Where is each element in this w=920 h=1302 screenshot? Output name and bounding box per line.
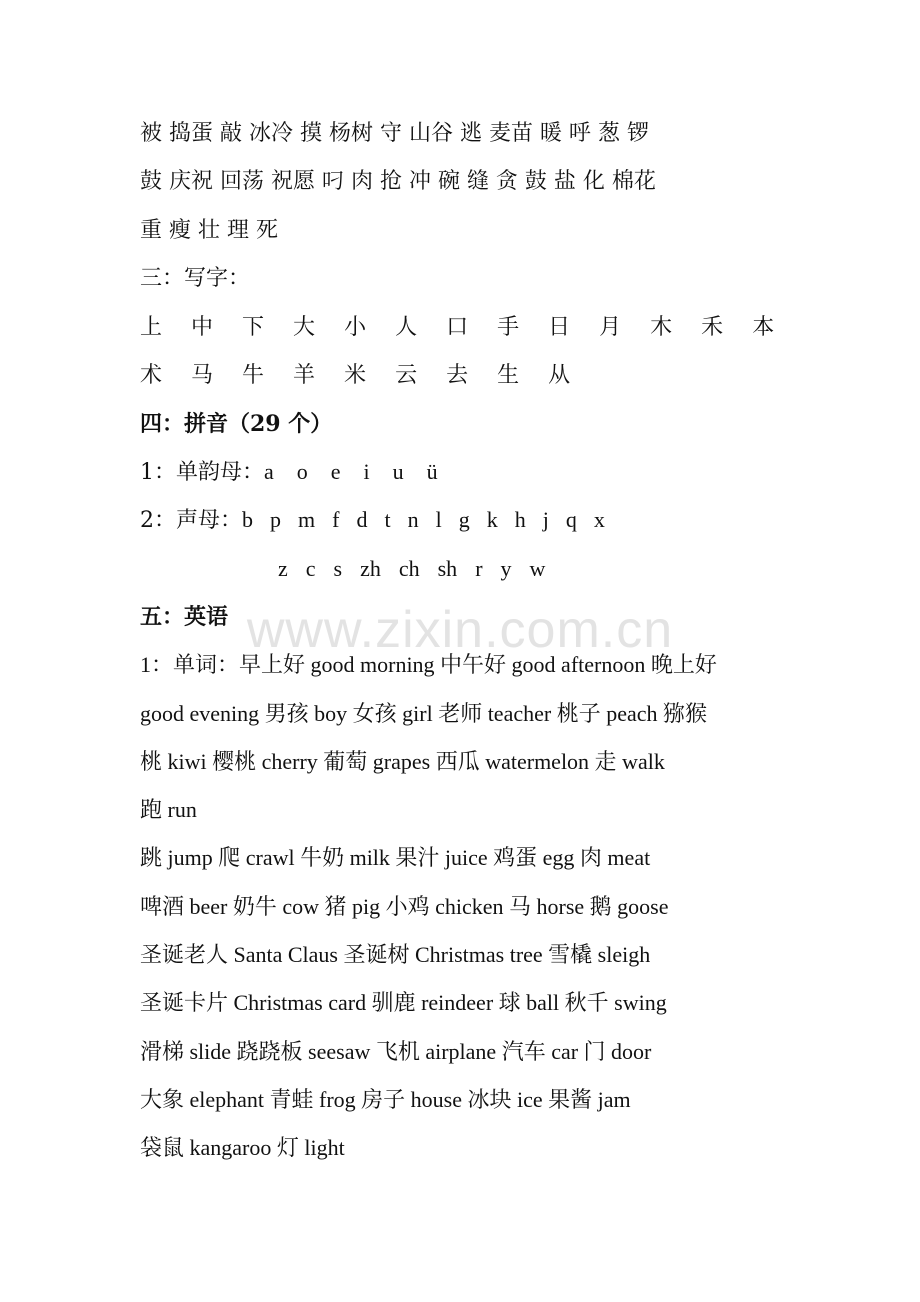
writing-chars-row-2 xyxy=(140,351,840,399)
section-5-heading: 五：英语 xyxy=(140,603,229,630)
initial: y xyxy=(500,555,512,581)
writing-char: 本 xyxy=(752,314,775,340)
section-4-heading: 四：拼音（29 个） xyxy=(140,410,333,437)
initial: g xyxy=(458,507,470,533)
section-3-heading: 三：写字： xyxy=(140,265,251,291)
english-line-6: 啤酒 beer 奶牛 cow 猪 pig 小鸡 chicken 马 horse 鹅 goose xyxy=(140,893,669,919)
initials-line-2 xyxy=(140,545,840,593)
writing-char: 牛 xyxy=(242,362,265,388)
english-line-1: 1：单词：早上好 good morning 中午好 good afternoon 晚上好 xyxy=(140,652,717,678)
writing-char: 羊 xyxy=(293,362,316,388)
english-line-10: 大象 elephant 青蛙 frog 房子 house 冰块 ice 果酱 jam xyxy=(140,1086,631,1112)
initial: j xyxy=(542,507,549,533)
writing-char: 禾 xyxy=(701,314,724,340)
writing-char: 从 xyxy=(548,362,571,388)
writing-char: 木 xyxy=(650,314,673,340)
initial: f xyxy=(332,507,340,533)
writing-char: 日 xyxy=(548,314,571,340)
writing-char: 月 xyxy=(599,314,622,340)
english-line-2: good evening 男孩 boy 女孩 girl 老师 teacher 桃子 peach 猕猴 xyxy=(140,700,707,726)
writing-char: 口 xyxy=(446,314,469,340)
vowel: o xyxy=(296,459,308,485)
writing-char: 上 xyxy=(140,314,163,340)
initial: h xyxy=(514,507,526,533)
vowels-line xyxy=(140,448,840,496)
initial: m xyxy=(298,507,316,533)
initial: zh xyxy=(360,555,381,581)
initial: t xyxy=(384,507,391,533)
writing-chars-row-1 xyxy=(140,303,840,351)
initial: ch xyxy=(398,555,420,581)
english-line-3: 桃 kiwi 樱桃 cherry 葡萄 grapes 西瓜 watermelon 走 walk xyxy=(140,748,665,774)
writing-char: 术 xyxy=(140,362,163,388)
vowels-list xyxy=(264,460,461,485)
initials-list-2 xyxy=(278,545,563,594)
english-line-8: 圣诞卡片 Christmas card 驯鹿 reindeer 球 ball 秋千 swing xyxy=(140,990,667,1016)
initial: sh xyxy=(437,555,458,581)
vowel: a xyxy=(264,459,274,485)
initial: s xyxy=(333,555,343,581)
document-page xyxy=(140,110,840,1173)
writing-char: 小 xyxy=(344,314,367,340)
writing-char: 中 xyxy=(191,314,214,340)
writing-char: 人 xyxy=(395,314,418,340)
english-line-9: 滑梯 slide 跷跷板 seesaw 飞机 airplane 汽车 car 门 door xyxy=(140,1038,652,1064)
vowel: ü xyxy=(426,459,438,485)
vocab-line-2: 鼓 庆祝 回荡 祝愿 叼 肉 抢 冲 碗 缝 贪 鼓 盐 化 棉花 xyxy=(140,169,656,195)
initial: w xyxy=(529,555,546,581)
vocab-line-1: 被 捣蛋 敲 冰冷 摸 杨树 守 山谷 逃 麦苗 暖 呼 葱 锣 xyxy=(140,121,649,146)
writing-char: 手 xyxy=(497,314,520,340)
writing-char: 生 xyxy=(497,362,520,388)
english-line-7: 圣诞老人 Santa Claus 圣诞树 Christmas tree 雪橇 sleigh xyxy=(140,942,651,968)
vowel: e xyxy=(330,459,341,485)
initial: c xyxy=(305,555,316,581)
initial: d xyxy=(356,507,368,533)
writing-char: 米 xyxy=(344,362,367,388)
vowel: u xyxy=(392,459,404,485)
initial: x xyxy=(593,507,605,533)
vowels-label: 1：单韵母： xyxy=(140,460,264,486)
writing-char: 马 xyxy=(191,362,214,388)
initial: p xyxy=(270,507,281,533)
initial: q xyxy=(565,507,577,533)
initial: b xyxy=(242,507,253,533)
writing-char: 云 xyxy=(395,362,418,388)
writing-char: 下 xyxy=(242,314,265,340)
initial: r xyxy=(475,555,483,581)
vocab-line-3: 重 瘦 壮 理 死 xyxy=(140,217,278,243)
english-line-11: 袋鼠 kangaroo 灯 light xyxy=(140,1135,345,1161)
writing-char: 大 xyxy=(293,314,316,340)
initials-list-1 xyxy=(242,508,622,533)
initial: l xyxy=(435,507,442,533)
english-line-4: 跑 run xyxy=(140,797,197,823)
initial: n xyxy=(407,507,419,533)
initial: z xyxy=(278,555,288,581)
initial: k xyxy=(486,507,498,533)
initials-label: 2：声母： xyxy=(140,508,242,534)
vowel: i xyxy=(363,459,370,485)
english-line-5: 跳 jump 爬 crawl 牛奶 milk 果汁 juice 鸡蛋 egg 肉 meat xyxy=(140,845,651,871)
watermark: www.zixin.com.cn xyxy=(246,601,674,659)
initials-line-1 xyxy=(140,496,840,544)
writing-char: 去 xyxy=(446,362,469,388)
